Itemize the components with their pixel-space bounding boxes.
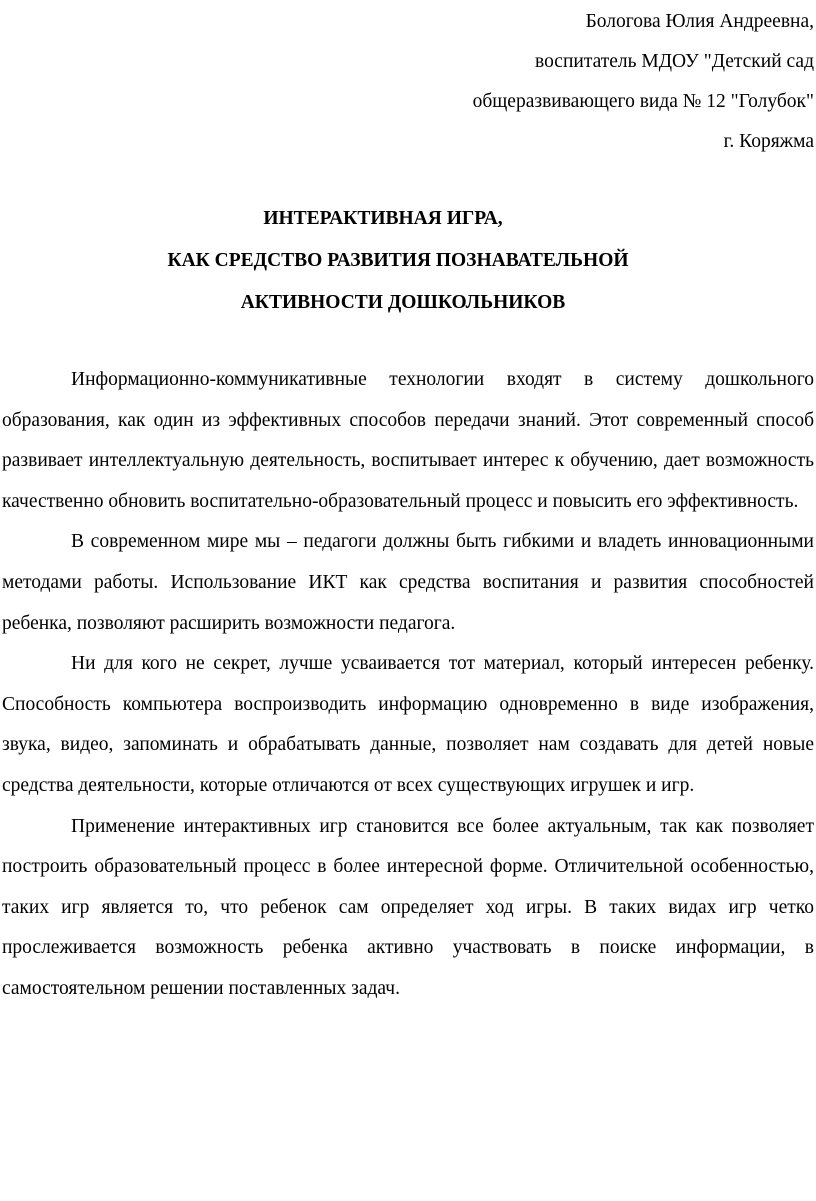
body-paragraph: Ни для кого не секрет, лучше усваивается тот материал, который интересен ребенку. Способность компьютера воспроизводить информацию одновременно в виде изображения, звука, видео, запоминать и обрабатывать данные, позволяет нам создавать для детей новые средства деятельности, которые отличаются от всех существующих игрушек и игр. xyxy=(2,653,814,796)
title-line-2: КАК СРЕДСТВО РАЗВИТИЯ ПОЗНАВАТЕЛЬНОЙ xyxy=(167,250,629,271)
title-line-3: АКТИВНОСТИ ДОШКОЛЬНИКОВ xyxy=(240,292,566,313)
title-line-1: ИНТЕРАКТИВНАЯ ИГРА, xyxy=(263,208,503,229)
author-organization: общеразвивающего вида № 12 "Голубок" xyxy=(472,91,814,112)
author-name: Бологова Юлия Андреевна, xyxy=(585,11,814,32)
author-position: воспитатель МДОУ "Детский сад xyxy=(535,51,814,72)
author-block xyxy=(473,2,814,162)
document-title xyxy=(0,198,816,324)
document-body xyxy=(2,360,814,1010)
body-paragraph: Применение интерактивных игр становится все более актуальным, так как позволяет построить образовательный процесс в более интересной форме. Отличительной особенностью, таких игр является то, что ребенок сам определяет ход игры. В таких видах игр четко прослеживается возможность ребенка активно участвовать в поиске информации, в самостоятельном решении поставленных задач. xyxy=(2,815,814,999)
author-city: г. Коряжма xyxy=(723,131,814,152)
body-paragraph: Информационно-коммуникативные технологии входят в систему дошкольного образования, как один из эффективных способов передачи знаний. Этот современный способ развивает интеллектуальную деятельность, воспитывает интерес к обучению, дает возможность качественно обновить воспитательно-образовательный процесс и повысить его эффективность. xyxy=(2,369,814,512)
body-paragraph: В современном мире мы – педагоги должны быть гибкими и владеть инновационными методами работы. Использование ИКТ как средства воспитания и развития способностей ребенка, позволяют расширить возможности педагога. xyxy=(2,531,814,634)
